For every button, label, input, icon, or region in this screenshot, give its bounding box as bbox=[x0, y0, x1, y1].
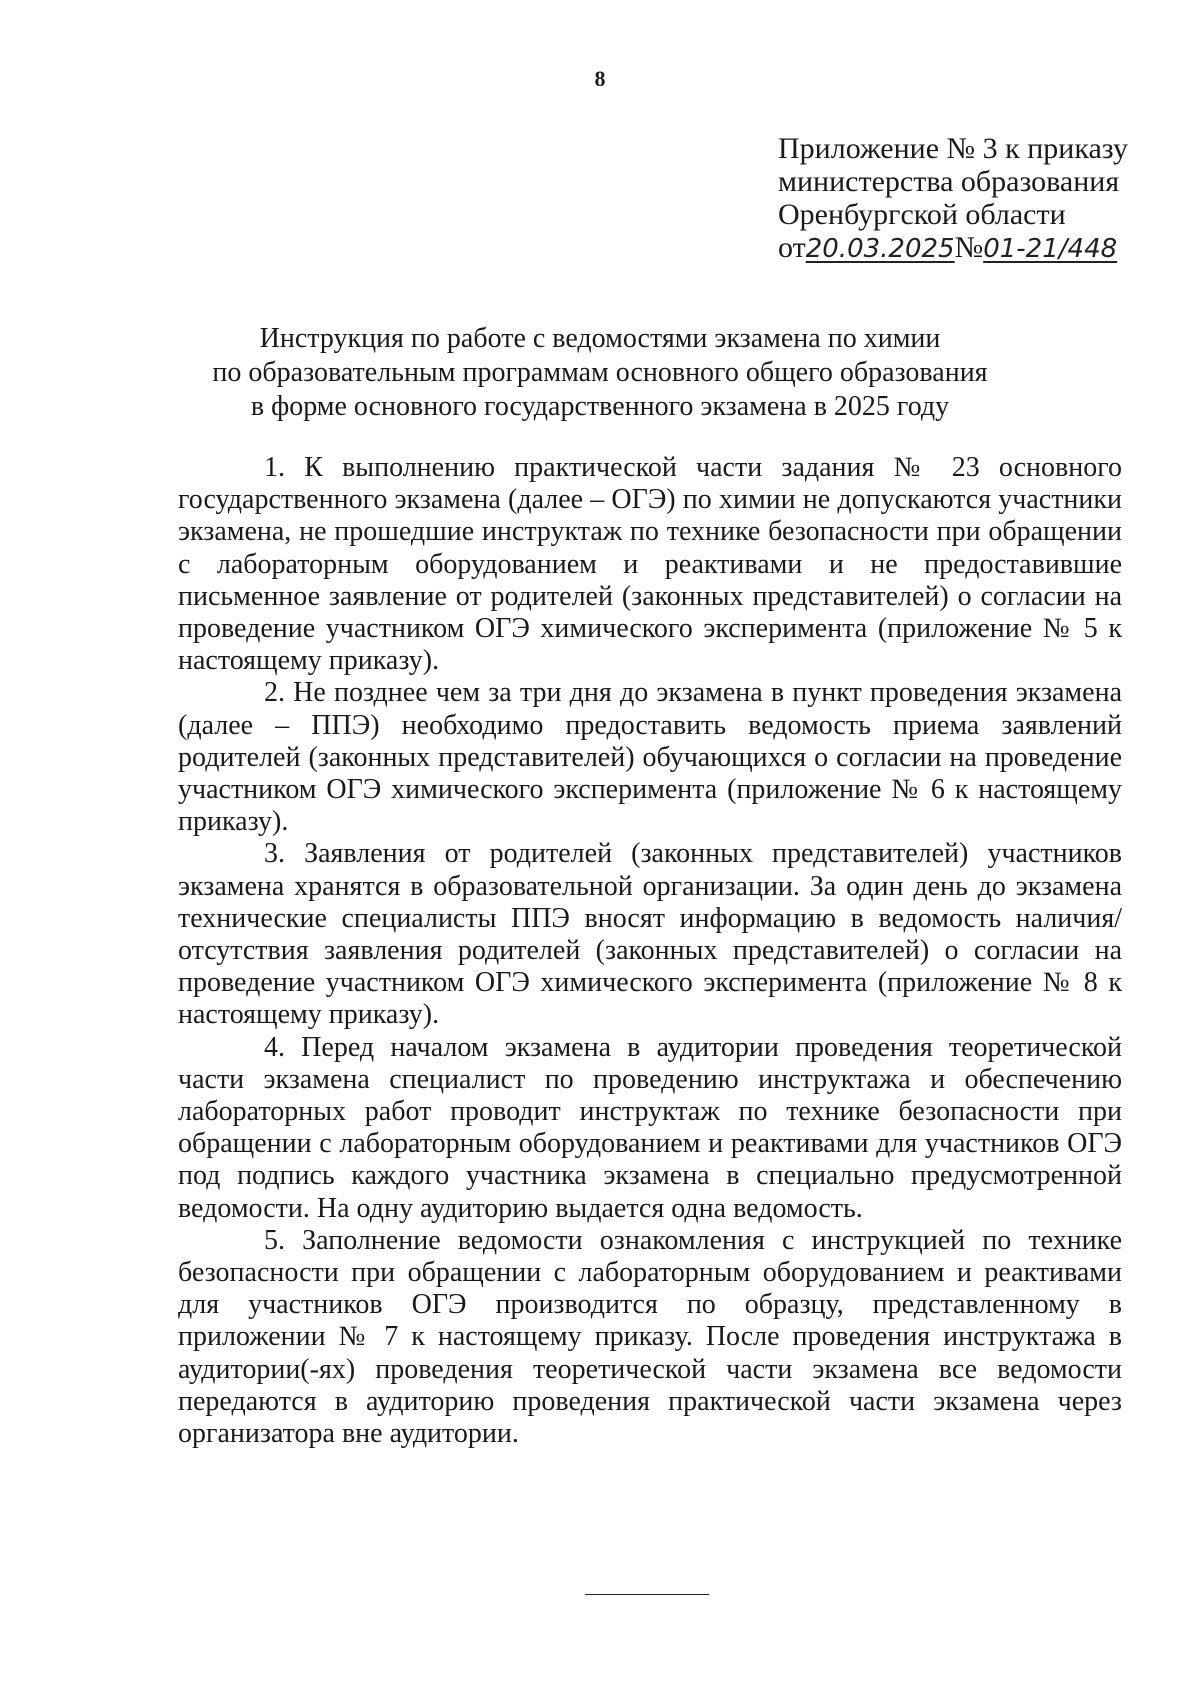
appendix-line-2: министерства образования bbox=[778, 165, 1120, 198]
number-prefix: № bbox=[954, 231, 984, 264]
handwritten-date: 20.03.2025 bbox=[805, 234, 955, 264]
handwritten-order-number: 01-21/448 bbox=[983, 234, 1118, 264]
paragraph-5: 5. Заполнение ведомости ознакомления с инструкцией по технике безопасности при обращении с лабораторным оборудованием и реактивами для участников ОГЭ производится по образцу, представленному в приложении № 7 к настоящему приказу. После проведения инструктажа в аудитории(-ях) проведения теоретической части экзамена все ведомости передаются в аудиторию проведения практической части экзамена через организатора вне аудитории. bbox=[178, 1224, 1122, 1450]
instruction-body bbox=[178, 452, 1122, 1450]
title-line-3: в форме основного государственного экзамена в 2025 году bbox=[250, 391, 950, 422]
date-prefix: от bbox=[778, 231, 806, 264]
appendix-date-number-line bbox=[778, 231, 1128, 266]
paragraph-3: 3. Заявления от родителей (законных представителей) участников экзамена хранятся в образовательной организации. За один день до экзамена технические специалисты ППЭ вносят информацию в ведомость наличия/отсутствия заявления родителей (законных представителей) о согласии на проведение участником ОГЭ химического эксперимента (приложение № 8 к настоящему приказу). bbox=[178, 838, 1122, 1031]
appendix-line-3: Оренбургской области bbox=[778, 198, 1066, 231]
end-rule-divider bbox=[585, 1594, 709, 1595]
page-number: 8 bbox=[594, 66, 606, 91]
title-line-2: по образовательным программам основного общего образования bbox=[212, 357, 988, 388]
title-line-1: Инструкция по работе с ведомостями экзамена по химии bbox=[259, 323, 941, 354]
paragraph-4: 4. Перед началом экзамена в аудитории проведения теоретической части экзамена специалист по проведению инструктажа и обеспечению лабораторных работ проводит инструктаж по технике безопасности при обращении с лабораторным оборудованием и реактивами для участников ОГЭ под подпись каждого участника экзамена в специально предусмотренной ведомости. На одну аудиторию выдается одна ведомость. bbox=[178, 1031, 1122, 1224]
document-title bbox=[0, 322, 1200, 424]
paragraph-1: 1. К выполнению практической части задания № 23 основного государственного экзамена (далее – ОГЭ) по химии не допускаются участники экзамена, не прошедшие инструктаж по технике безопасности при обращении с лабораторным оборудованием и реактивами и не предоставившие письменное заявление от родителей (законных представителей) о согласии на проведение участником ОГЭ химического эксперимента (приложение № 5 к настоящему приказу). bbox=[178, 452, 1122, 677]
paragraph-2: 2. Не позднее чем за три дня до экзамена в пункт проведения экзамена (далее – ППЭ) необходимо предоставить ведомость приема заявлений родителей (законных представителей) обучающихся о согласии на проведение участником ОГЭ химического эксперимента (приложение № 6 к настоящему приказу). bbox=[178, 677, 1122, 838]
appendix-line-1: Приложение № 3 к приказу bbox=[778, 132, 1128, 165]
appendix-block bbox=[778, 132, 1128, 266]
